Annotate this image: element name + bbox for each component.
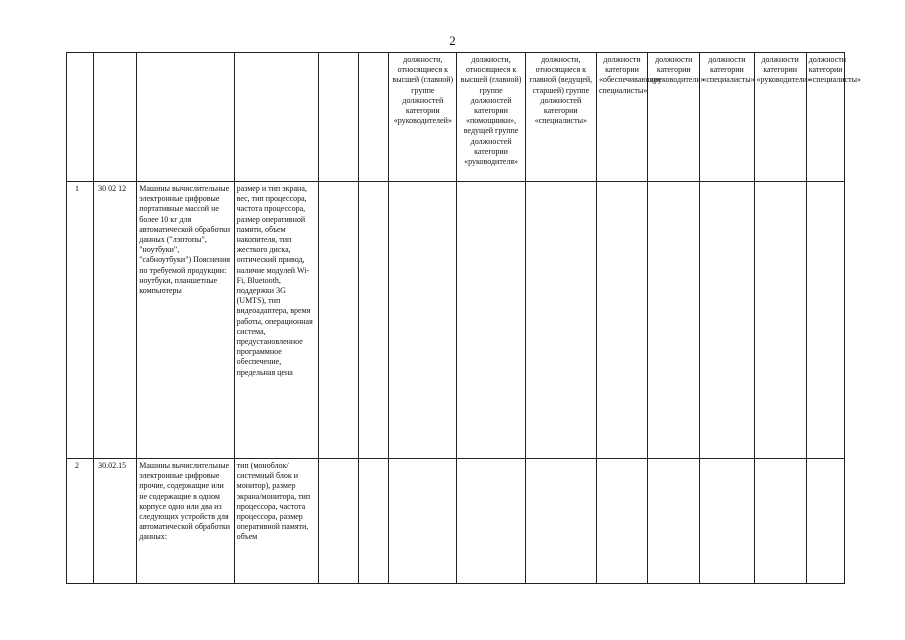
empty-cell (596, 182, 647, 459)
empty-cell (457, 459, 525, 584)
table-row (67, 182, 845, 459)
page-number: 2 (449, 33, 456, 48)
header-cell-highest-group-assistants: должности, относящиеся к высшей (главной) группе должностей категории «помощники», ведущей группе должностей категории «руководителя» (457, 53, 525, 182)
header-cell-unit-code (318, 53, 358, 182)
empty-cell (806, 459, 844, 584)
empty-cell (700, 459, 754, 584)
header-cell-highest-group-managers: должности, относящиеся к высшей (главной) группе должностей категории «руководителей» (389, 53, 457, 182)
empty-cell (389, 182, 457, 459)
product-name: Машины вычислительные электронные цифровые прочие, содержащие или не содержащие в одном корпусе одно или два из следующих устройств для автоматической обработки данных: (137, 459, 234, 584)
product-name: Машины вычислительные электронные цифровые портативные массой не более 10 кг для автоматической обработки данных ("лэптопы", "ноутбуки", "сабноутбуки") Пояснения по требуемой продукции: ноутбуки, планшетные компьютеры (137, 182, 234, 459)
requirements-table (66, 52, 861, 584)
okpd-code: 30.02.15 (94, 459, 137, 584)
header-cell-specialists: должности категории «специалисты» (700, 53, 754, 182)
header-cell-supporting-specialists: должности категории «обеспечивающие специалисты» (596, 53, 647, 182)
row-number: 1 (67, 182, 94, 459)
empty-cell (806, 182, 844, 459)
empty-cell (318, 182, 358, 459)
empty-cell (525, 182, 596, 459)
empty-cell (359, 182, 389, 459)
product-characteristics: размер и тип экрана, вес, тип процессора, частота процессора, размер оперативной памяти, объем накопителя, тип жесткого диска, оптический привод, наличие модулей Wi-Fi, Bluetooth, поддержки 3G (UMTS), тип видеоадаптера, время работы, операционная система, предустановленное программное обеспечение, предельная цена (234, 182, 318, 459)
empty-cell (525, 459, 596, 584)
empty-cell (457, 182, 525, 459)
okpd-code: 30 02 12 (94, 182, 137, 459)
header-cell-main-group-specialists: должности, относящиеся к главной (ведущей, старшей) группе должностей категории «специалисты» (525, 53, 596, 182)
empty-cell (648, 182, 700, 459)
header-cell-managers-2: должности категории «руководители» (754, 53, 806, 182)
empty-cell (318, 459, 358, 584)
table-row (67, 459, 845, 584)
empty-cell (359, 459, 389, 584)
header-cell-managers: должности категории «руководители» (648, 53, 700, 182)
empty-cell (389, 459, 457, 584)
empty-cell (700, 182, 754, 459)
empty-cell (754, 182, 806, 459)
empty-cell (648, 459, 700, 584)
header-cell-characteristics (234, 53, 318, 182)
empty-cell (596, 459, 647, 584)
product-characteristics: тип (моноблок/системный блок и монитор), размер экрана/монитора, тип процессора, частота процессора, размер оперативной памяти, объем (234, 459, 318, 584)
empty-cell (754, 459, 806, 584)
header-cell-number (67, 53, 94, 182)
header-cell-specialists-2: должности категории «специалисты» (806, 53, 844, 182)
header-cell-name (137, 53, 234, 182)
header-cell-unit-name (359, 53, 389, 182)
table-header-row (67, 53, 845, 182)
header-cell-code (94, 53, 137, 182)
row-number: 2 (67, 459, 94, 584)
